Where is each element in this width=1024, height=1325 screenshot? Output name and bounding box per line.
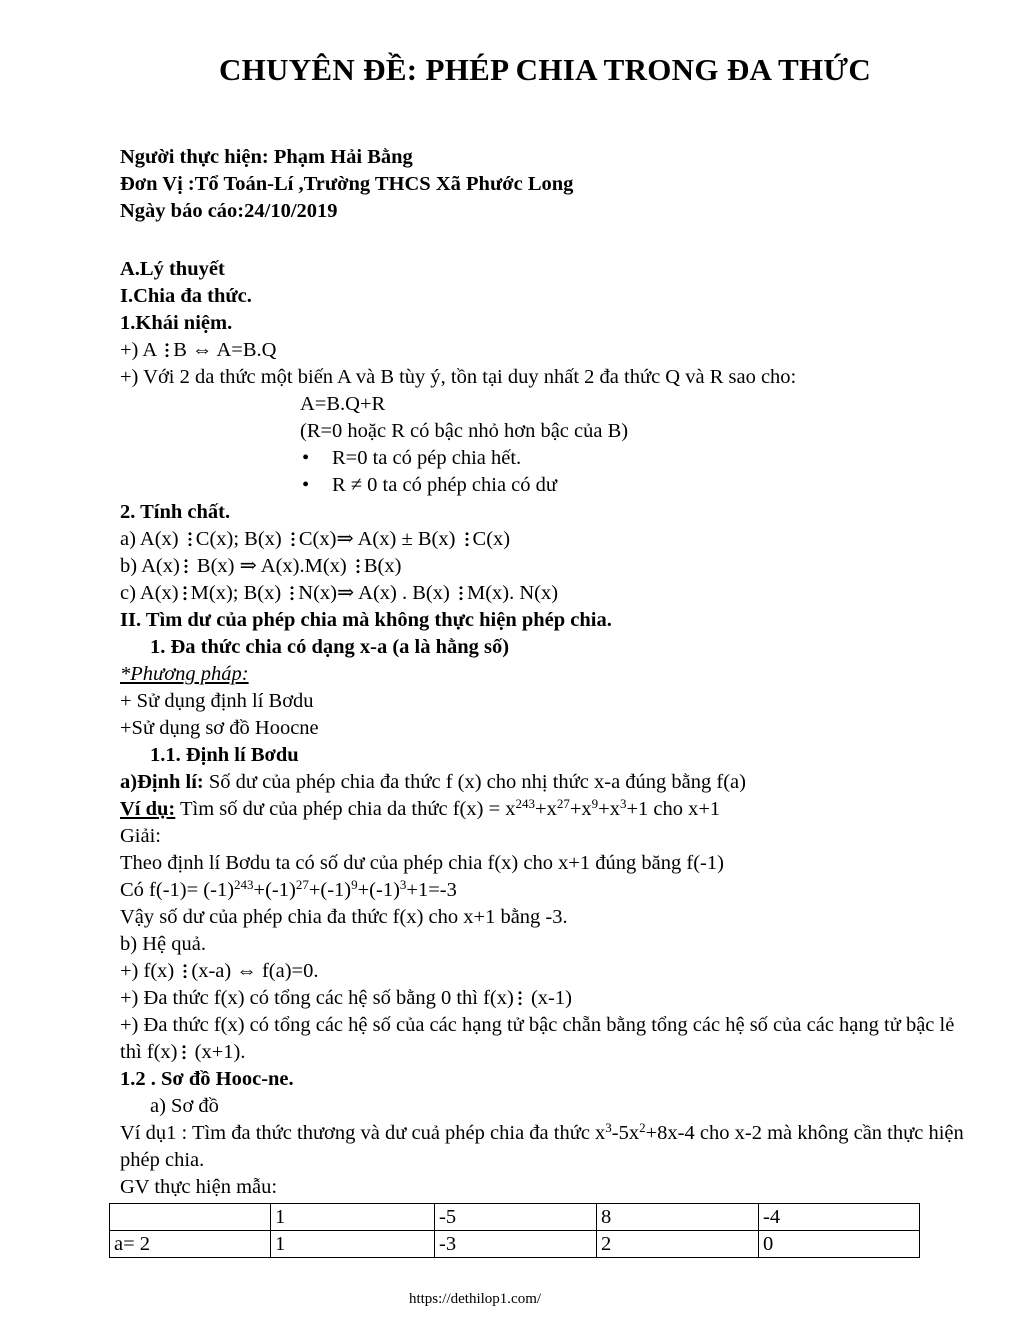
corollary-1 [120, 958, 980, 985]
theorem-line [120, 769, 980, 796]
property-b [120, 553, 980, 580]
table-row [110, 1204, 920, 1231]
solve-text: +(-1) [253, 879, 296, 901]
concept-note: (R=0 hoặc R có bậc nhỏ hơn bậc của B) [300, 420, 629, 442]
example-line [120, 796, 980, 823]
exponent: 243 [515, 796, 536, 811]
example-label: Ví dụ: [120, 798, 176, 820]
divisible-symbol [459, 585, 463, 601]
exponent: 3 [605, 1120, 612, 1135]
solve-label: Giải: [120, 825, 161, 847]
divisible-symbol [356, 558, 360, 574]
section-ii-heading: II. Tìm dư của phép chia mà không thực hiện phép chia. [120, 609, 612, 631]
property-c [120, 580, 980, 607]
concept-line-1 [120, 337, 980, 364]
solve-text: +1=-3 [406, 879, 457, 901]
concept-heading: 1.Khái niệm. [120, 312, 233, 334]
table-cell: 2 [597, 1231, 759, 1258]
method-item: +Sử dụng sơ đồ Hoocne [120, 717, 319, 739]
bullet-text: R ≠ 0 ta có phép chia có dư [332, 474, 558, 496]
method-item: + Sử dụng định lí Bơdu [120, 690, 314, 712]
section-i-heading: I.Chia đa thức. [120, 285, 252, 307]
solve-line-1: Theo định lí Bơdu ta có số dư của phép chia f(x) cho x+1 đúng băng f(-1) [120, 852, 724, 874]
corollary-text: +) f(x) [120, 960, 180, 982]
property-text: b) A(x) [120, 555, 180, 577]
example-text: +x [535, 798, 557, 820]
exponent: 2 [639, 1120, 646, 1135]
footer-url[interactable]: https://dethilop1.com/ [408, 1291, 542, 1307]
subsection-1-2-heading: 1.2 . Sơ đồ Hooc-ne. [120, 1068, 294, 1090]
document-body [120, 144, 980, 1201]
divisible-symbol [518, 990, 522, 1006]
horner-table [109, 1203, 920, 1258]
divisible-symbol [291, 531, 295, 547]
subsection-1-heading: 1. Đa thức chia có dạng x-a (a là hằng số) [150, 636, 510, 658]
table-cell: -5 [435, 1204, 597, 1231]
method-label: *Phương pháp: [120, 663, 249, 685]
table-cell: 1 [271, 1231, 435, 1258]
table-cell: 0 [759, 1231, 920, 1258]
exponent: 3 [619, 796, 627, 811]
example-text: +x [569, 798, 592, 820]
solve-text: +(-1) [357, 879, 400, 901]
table-cell: 1 [271, 1204, 435, 1231]
table-row [110, 1231, 920, 1258]
concept-line-2: +) Với 2 da thức một biến A và B tùy ý, tồn tại duy nhất 2 đa thức Q và R sao cho: [120, 366, 797, 388]
concept-formula: A=B.Q+R [300, 393, 386, 415]
property-text: C(x) [472, 528, 511, 550]
exponent: 27 [295, 877, 309, 892]
property-text: B(x) [363, 555, 402, 577]
property-text: c) A(x) [120, 582, 179, 604]
property-text: C(x); B(x) [195, 528, 287, 550]
exponent: 9 [351, 877, 358, 892]
solve-line-2 [120, 877, 980, 904]
corollary-3 [120, 1012, 980, 1066]
solve-text: +(-1) [308, 879, 352, 901]
table-cell: a= 2 [110, 1231, 271, 1258]
divisible-symbol [184, 558, 188, 574]
divisible-symbol [188, 531, 192, 547]
subsection-1-1-heading: 1.1. Định lí Bơdu [150, 744, 299, 766]
author-line: Người thực hiện: Phạm Hải Bằng [120, 146, 413, 168]
example-text: +1 cho x+1 [626, 798, 721, 820]
divisible-symbol [465, 531, 469, 547]
exponent: 3 [399, 877, 407, 892]
example-1-text: +8x-4 cho x-2 mà không cần thực hiện phép chia. [120, 1122, 964, 1171]
teacher-line: GV thực hiện mẫu: [120, 1176, 278, 1198]
concept-line-1-part-a: +) A [120, 339, 162, 361]
solve-line-3: Vậy số dư của phép chia đa thức f(x) cho x+1 bằng -3. [120, 906, 568, 928]
unit-line: Đơn Vị :Tổ Toán-Lí ,Trường THCS Xã Phước Long [120, 173, 574, 195]
theorem-text: Số dư của phép chia đa thức f (x) cho nhị thức x-a đúng bằng f(a) [203, 771, 746, 793]
divisible-symbol [183, 963, 187, 979]
exponent: 9 [591, 796, 599, 811]
corollary-text: +) Đa thức f(x) có tổng các hệ số của các hạng tử bậc chẵn bằng tổng các hệ số của các hạng tử bậc lẻ thì f(x) [120, 1014, 955, 1063]
example-text: +x [598, 798, 620, 820]
date-line: Ngày báo cáo:24/10/2019 [120, 200, 338, 222]
property-text: C(x)⇒ A(x) ± B(x) [298, 528, 461, 550]
exponent: 27 [556, 796, 570, 811]
property-text: M(x). N(x) [466, 582, 559, 604]
example-1-text: Ví dụ1 : Tìm đa thức thương và dư cuả phép chia đa thức x [120, 1122, 606, 1144]
corollary-text: (x+1). [189, 1041, 246, 1063]
bullet-text: R=0 ta có pép chia hết. [332, 447, 522, 469]
property-text: M(x); B(x) [190, 582, 287, 604]
property-text: N(x)⇒ A(x) . B(x) [298, 582, 455, 604]
divisible-symbol [165, 342, 169, 358]
table-cell: -3 [435, 1231, 597, 1258]
example-1-text: -5x [611, 1122, 640, 1144]
divisible-symbol [290, 585, 294, 601]
scheme-heading: a) Sơ đồ [150, 1095, 219, 1117]
corollary-heading: b) Hệ quả. [120, 933, 206, 955]
section-a-heading: A.Lý thuyết [120, 258, 225, 280]
table-cell: 8 [597, 1204, 759, 1231]
property-a [120, 526, 980, 553]
corollary-text: (x-1) [525, 987, 572, 1009]
example-1 [120, 1120, 980, 1174]
concept-line-1-part-b: B ⇔ A=B.Q [173, 339, 277, 361]
bullet-icon: • [302, 474, 310, 496]
corollary-2 [120, 985, 980, 1012]
properties-heading: 2. Tính chất. [120, 501, 231, 523]
divisible-symbol [183, 585, 187, 601]
theorem-label: a)Định lí: [120, 771, 204, 793]
divisible-symbol [182, 1044, 186, 1060]
bullet-icon: • [302, 447, 310, 469]
table-cell: -4 [759, 1204, 920, 1231]
table-cell [110, 1204, 271, 1231]
property-text: a) A(x) [120, 528, 184, 550]
property-text: B(x) ⇒ A(x).M(x) [191, 555, 352, 577]
bullet-item [120, 472, 980, 499]
example-text: Tìm số dư của phép chia da thức f(x) = x [175, 798, 516, 820]
solve-text: Có f(-1)= (-1) [120, 879, 235, 901]
corollary-text: (x-a) ⇔ f(a)=0. [191, 960, 319, 982]
page-title: CHUYÊN ĐỀ: PHÉP CHIA TRONG ĐA THỨC [218, 52, 872, 87]
bullet-item [120, 445, 980, 472]
corollary-text: +) Đa thức f(x) có tổng các hệ số bằng 0 thì f(x) [120, 987, 514, 1009]
exponent: 243 [234, 877, 254, 892]
